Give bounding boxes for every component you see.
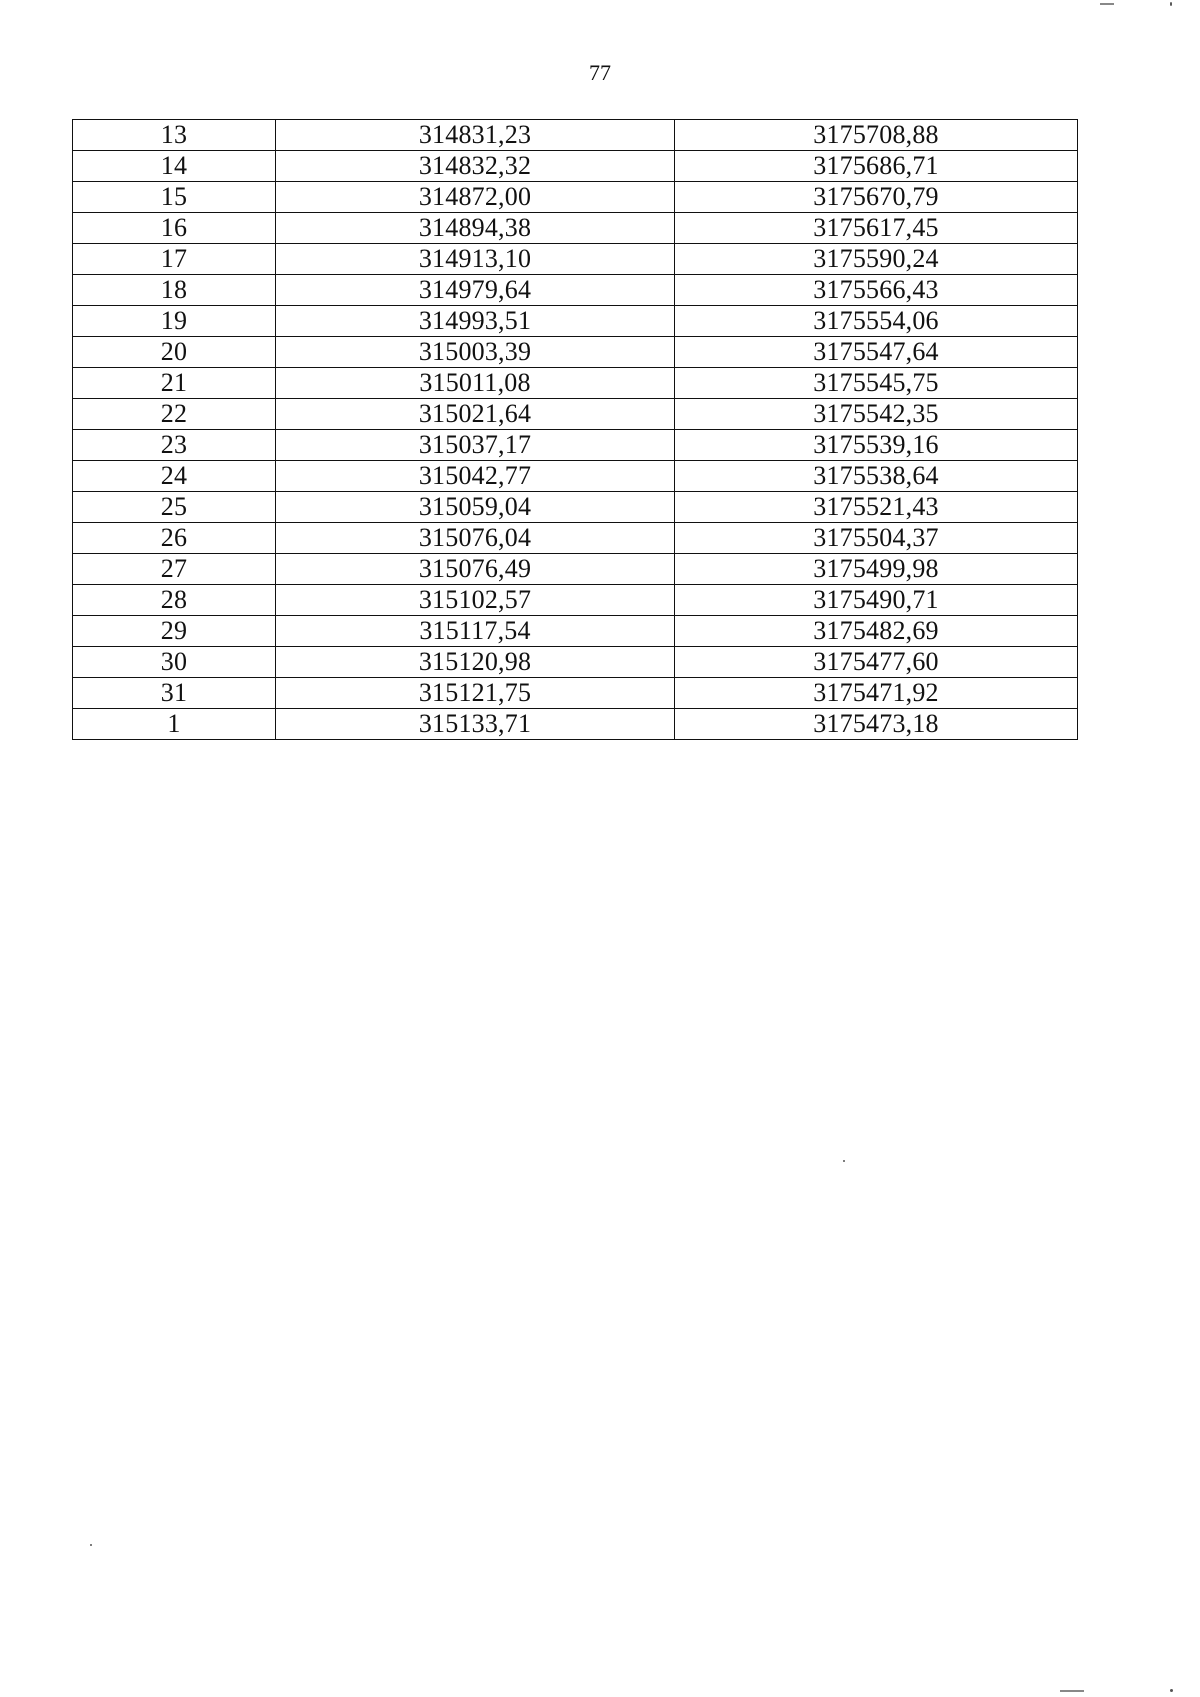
scan-speck: [90, 1544, 92, 1546]
y-coordinate-cell: 3175545,75: [675, 368, 1078, 399]
table-row: [73, 585, 1078, 616]
x-coordinate-cell: 315059,04: [276, 492, 675, 523]
point-number-cell: 23: [73, 430, 276, 461]
point-number-cell: 19: [73, 306, 276, 337]
table-row: [73, 709, 1078, 740]
x-coordinate-cell: 315076,49: [276, 554, 675, 585]
y-coordinate-cell: 3175617,45: [675, 213, 1078, 244]
point-number-cell: 1: [73, 709, 276, 740]
x-coordinate-cell: 315037,17: [276, 430, 675, 461]
table-row: [73, 492, 1078, 523]
point-number-cell: 28: [73, 585, 276, 616]
table-row: [73, 616, 1078, 647]
scan-speck: [1060, 1690, 1084, 1692]
point-number-cell: 15: [73, 182, 276, 213]
point-number-cell: 31: [73, 678, 276, 709]
table-row: [73, 399, 1078, 430]
y-coordinate-cell: 3175504,37: [675, 523, 1078, 554]
y-coordinate-cell: 3175521,43: [675, 492, 1078, 523]
point-number-cell: 24: [73, 461, 276, 492]
x-coordinate-cell: 314894,38: [276, 213, 675, 244]
scan-speck: [1170, 2, 1172, 6]
point-number-cell: 20: [73, 337, 276, 368]
x-coordinate-cell: 315120,98: [276, 647, 675, 678]
y-coordinate-cell: 3175477,60: [675, 647, 1078, 678]
table-row: [73, 368, 1078, 399]
x-coordinate-cell: 315042,77: [276, 461, 675, 492]
x-coordinate-cell: 315003,39: [276, 337, 675, 368]
point-number-cell: 26: [73, 523, 276, 554]
point-number-cell: 14: [73, 151, 276, 182]
table-row: [73, 182, 1078, 213]
scan-speck: [1170, 1689, 1173, 1692]
page-number: 77: [589, 60, 611, 85]
x-coordinate-cell: 314979,64: [276, 275, 675, 306]
y-coordinate-cell: 3175473,18: [675, 709, 1078, 740]
table-row: [73, 306, 1078, 337]
point-number-cell: 30: [73, 647, 276, 678]
table-row: [73, 275, 1078, 306]
point-number-cell: 16: [73, 213, 276, 244]
scan-speck: [1100, 3, 1114, 5]
table-row: [73, 678, 1078, 709]
point-number-cell: 29: [73, 616, 276, 647]
x-coordinate-cell: 314831,23: [276, 120, 675, 151]
x-coordinate-cell: 314993,51: [276, 306, 675, 337]
x-coordinate-cell: 315011,08: [276, 368, 675, 399]
y-coordinate-cell: 3175542,35: [675, 399, 1078, 430]
x-coordinate-cell: 315133,71: [276, 709, 675, 740]
table-row: [73, 151, 1078, 182]
y-coordinate-cell: 3175686,71: [675, 151, 1078, 182]
table-row: [73, 120, 1078, 151]
table-row: [73, 244, 1078, 275]
x-coordinate-cell: 314832,32: [276, 151, 675, 182]
point-number-cell: 17: [73, 244, 276, 275]
y-coordinate-cell: 3175471,92: [675, 678, 1078, 709]
y-coordinate-cell: 3175538,64: [675, 461, 1078, 492]
table-row: [73, 337, 1078, 368]
y-coordinate-cell: 3175670,79: [675, 182, 1078, 213]
y-coordinate-cell: 3175590,24: [675, 244, 1078, 275]
x-coordinate-cell: 315121,75: [276, 678, 675, 709]
y-coordinate-cell: 3175554,06: [675, 306, 1078, 337]
point-number-cell: 13: [73, 120, 276, 151]
x-coordinate-cell: 315102,57: [276, 585, 675, 616]
table-row: [73, 647, 1078, 678]
y-coordinate-cell: 3175482,69: [675, 616, 1078, 647]
y-coordinate-cell: 3175499,98: [675, 554, 1078, 585]
point-number-cell: 27: [73, 554, 276, 585]
coordinates-table: [72, 119, 1078, 740]
table-row: [73, 554, 1078, 585]
point-number-cell: 25: [73, 492, 276, 523]
point-number-cell: 21: [73, 368, 276, 399]
table-row: [73, 430, 1078, 461]
y-coordinate-cell: 3175708,88: [675, 120, 1078, 151]
y-coordinate-cell: 3175547,64: [675, 337, 1078, 368]
table-row: [73, 213, 1078, 244]
x-coordinate-cell: 315076,04: [276, 523, 675, 554]
x-coordinate-cell: 314872,00: [276, 182, 675, 213]
scan-speck: [843, 1160, 845, 1162]
point-number-cell: 18: [73, 275, 276, 306]
x-coordinate-cell: 314913,10: [276, 244, 675, 275]
point-number-cell: 22: [73, 399, 276, 430]
y-coordinate-cell: 3175566,43: [675, 275, 1078, 306]
y-coordinate-cell: 3175490,71: [675, 585, 1078, 616]
x-coordinate-cell: 315117,54: [276, 616, 675, 647]
x-coordinate-cell: 315021,64: [276, 399, 675, 430]
y-coordinate-cell: 3175539,16: [675, 430, 1078, 461]
table-row: [73, 523, 1078, 554]
coordinates-table-body: [73, 120, 1078, 740]
table-row: [73, 461, 1078, 492]
